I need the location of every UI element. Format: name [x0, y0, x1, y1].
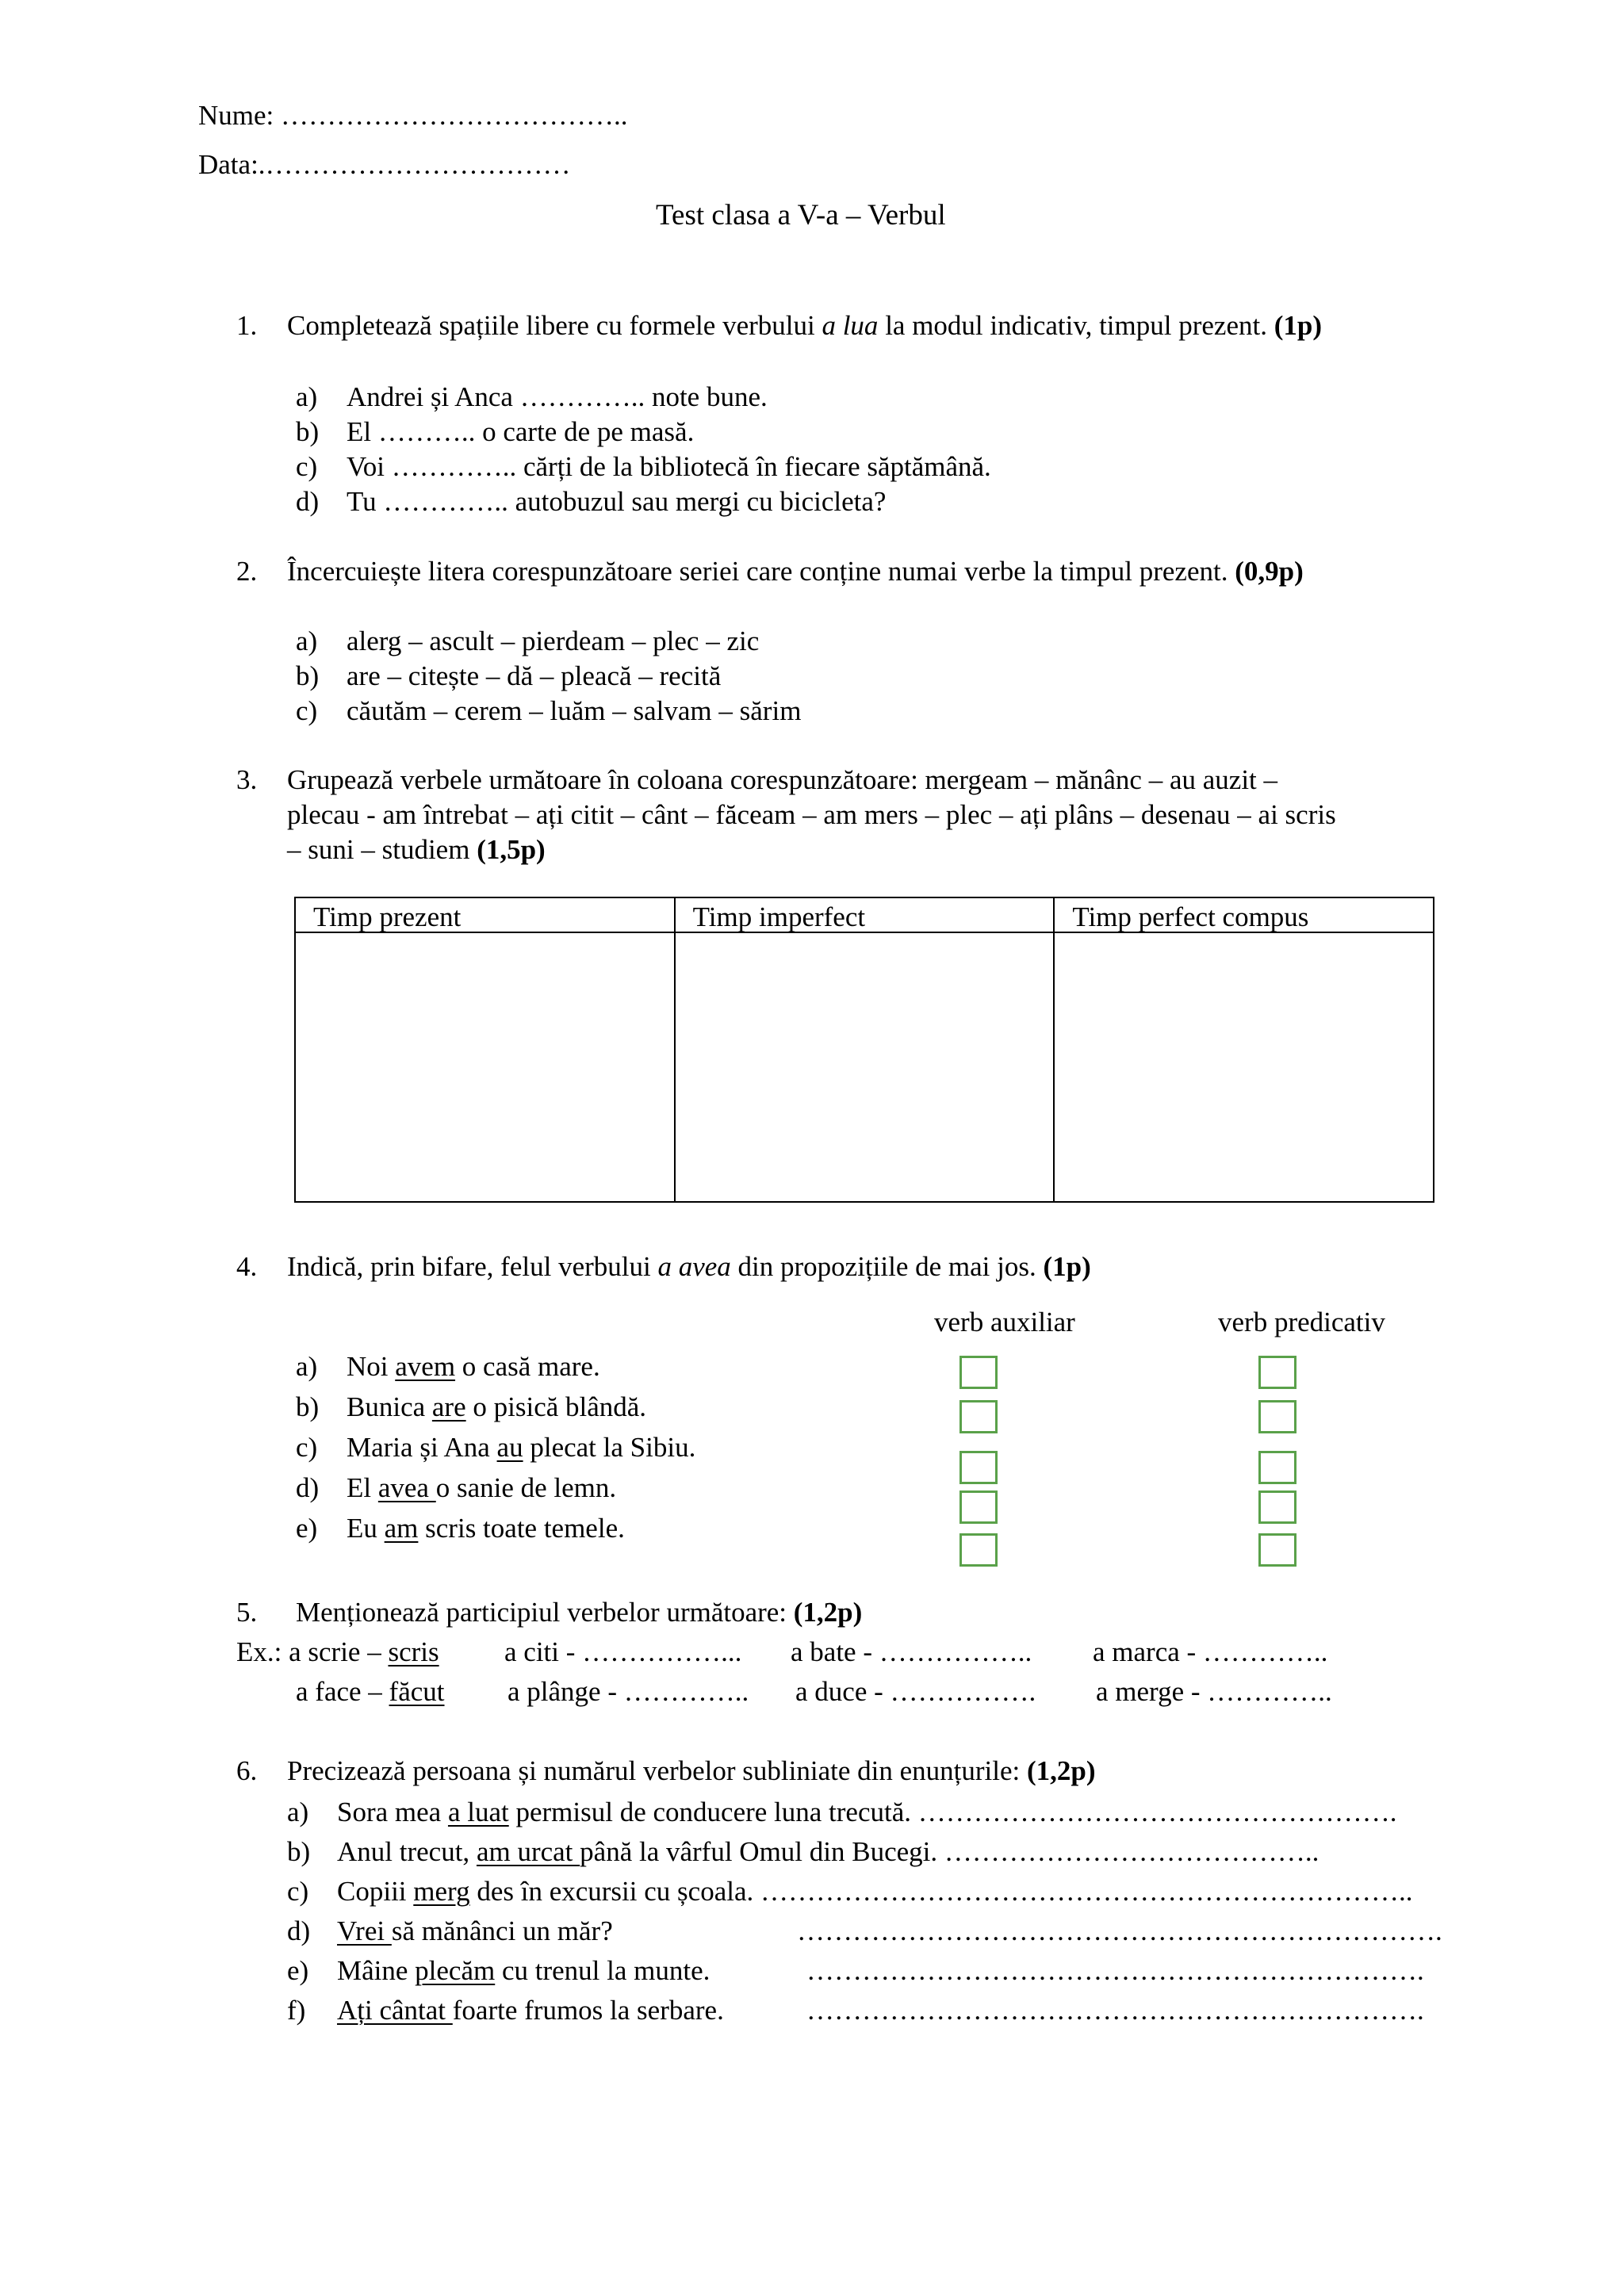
q1-item-d: Tu ………….. autobuzul sau mergi cu bicicleta? [347, 486, 887, 517]
q1-item-a-letter: a) [296, 381, 318, 412]
q6-item-c-letter: c) [287, 1876, 309, 1907]
q6-item-a-verb: a luat [447, 1797, 509, 1827]
q3-prompt-line3 [287, 836, 546, 863]
q1-prompt [287, 312, 1322, 339]
checkbox-auxiliar-d[interactable] [959, 1490, 998, 1524]
q2-option-a: alerg – ascult – pierdeam – plec – zic [347, 626, 760, 656]
q6-item-b-answer-blank[interactable]: ………………………………….. [944, 1836, 1320, 1867]
q4-item-c [347, 1433, 695, 1461]
checkbox-auxiliar-c[interactable] [959, 1451, 998, 1484]
q6-item-b-verb: am urcat [476, 1836, 580, 1867]
q1-verb: a lua [822, 310, 879, 341]
q6-item-d-answer-blank[interactable]: ……………………………………………………………. [797, 1915, 1442, 1946]
q6-item-b-post: până la vârful Omul din Bucegi. [580, 1836, 944, 1867]
q5-example-2 [296, 1678, 445, 1705]
col-timp-prezent: Timp prezent [295, 897, 675, 932]
q4-item-c-verb: au [496, 1432, 523, 1463]
q4-col-predicativ: verb predicativ [1218, 1307, 1385, 1337]
q4-item-a-pre: Noi [347, 1351, 396, 1382]
q6-number: 6. [236, 1755, 258, 1786]
q3-prompt-tail: – suni – studiem [287, 834, 477, 865]
q6-item-e-letter: e) [287, 1955, 309, 1986]
q6-item-b-letter: b) [287, 1836, 311, 1867]
q4-item-e-letter: e) [296, 1513, 318, 1544]
q6-item-b-pre: Anul trecut, [337, 1836, 477, 1867]
q4-item-a-letter: a) [296, 1351, 318, 1382]
q4-item-d-letter: d) [296, 1472, 320, 1503]
checkbox-auxiliar-a[interactable] [959, 1356, 998, 1389]
q4-item-d-post: o sanie de lemn. [435, 1472, 617, 1503]
q6-item-e-pre: Mâine [337, 1955, 416, 1986]
q1-item-b: El ……….. o carte de pe masă. [347, 416, 695, 447]
q4-prompt-start: Indică, prin bifare, felul verbului [287, 1251, 658, 1282]
q5-example-2-answer: făcut [389, 1676, 445, 1707]
q4-item-b [347, 1393, 646, 1421]
date-field: Data:.…………………………… [198, 149, 571, 180]
q5-blank-merge[interactable]: a merge - ………….. [1096, 1676, 1332, 1707]
q6-item-e-post: cu trenul la munte. [495, 1955, 710, 1986]
checkbox-predicativ-b[interactable] [1258, 1400, 1297, 1433]
q3-points: (1,5p) [477, 834, 546, 865]
q4-item-d-pre: El [347, 1472, 378, 1503]
q5-blank-duce[interactable]: a duce - ……………. [795, 1676, 1036, 1707]
q2-option-c: căutăm – cerem – luăm – salvam – sărim [347, 695, 802, 726]
checkbox-auxiliar-e[interactable] [959, 1533, 998, 1567]
q2-option-b: are – citește – dă – pleacă – recită [347, 660, 722, 691]
col-timp-imperfect: Timp imperfect [675, 897, 1055, 932]
q6-item-f-answer-blank[interactable]: …………………………………………………………. [806, 1995, 1424, 2026]
q5-example-1 [236, 1638, 439, 1666]
q1-number: 1. [236, 310, 258, 341]
q2-option-a-letter[interactable]: a) [296, 626, 318, 656]
q6-item-c-answer-blank[interactable]: …………………………………………………………….. [760, 1876, 1413, 1907]
q6-item-e-verb: plecăm [415, 1955, 496, 1986]
q4-item-b-letter: b) [296, 1391, 320, 1422]
q1-item-d-letter: d) [296, 486, 320, 517]
q4-points: (1p) [1043, 1251, 1091, 1282]
q4-prompt [287, 1253, 1091, 1280]
q5-number: 5. [236, 1597, 258, 1628]
q6-item-f-post: foarte frumos la serbare. [452, 1995, 724, 2026]
q3-number: 3. [236, 764, 258, 795]
q3-grouping-table [294, 897, 1434, 1203]
q2-prompt-text: Încercuiește litera corespunzătoare seriei care conține numai verbe la timpul prezent. [287, 556, 1235, 587]
q5-prompt-text: Menționează participiul verbelor următoare: [296, 1597, 794, 1628]
q6-item-d [337, 1917, 613, 1945]
checkbox-auxiliar-b[interactable] [959, 1400, 998, 1433]
q6-item-d-verb: Vrei [337, 1915, 392, 1946]
q1-item-b-letter: b) [296, 416, 320, 447]
col-timp-perfect-compus: Timp perfect compus [1054, 897, 1434, 932]
q1-item-c: Voi ………….. cărți de la bibliotecă în fiecare săptămână. [347, 451, 991, 482]
q5-blank-plange[interactable]: a plânge - ………….. [508, 1676, 749, 1707]
q4-item-c-letter: c) [296, 1432, 318, 1463]
q1-item-a: Andrei și Anca ………….. note bune. [347, 381, 768, 412]
q4-item-e-verb: am [384, 1513, 419, 1544]
q6-item-f-verb: Ați cântat [337, 1995, 453, 2026]
q5-example-1-label: Ex.: a scrie – [236, 1636, 389, 1667]
cell-timp-perfect-compus[interactable] [1054, 932, 1434, 1202]
q2-number: 2. [236, 556, 258, 587]
q5-blank-marca[interactable]: a marca - ………….. [1093, 1636, 1328, 1667]
q4-item-a-verb: avem [395, 1351, 456, 1382]
q1-item-c-letter: c) [296, 451, 318, 482]
q6-item-e [337, 1957, 710, 1984]
q4-item-e-pre: Eu [347, 1513, 385, 1544]
q5-example-2-label: a face – [296, 1676, 389, 1707]
q5-prompt [296, 1598, 862, 1626]
q4-number: 4. [236, 1251, 258, 1282]
page-title: Test clasa a V-a – Verbul [656, 199, 946, 232]
q2-option-c-letter[interactable]: c) [296, 695, 318, 726]
q2-points: (0,9p) [1235, 556, 1304, 587]
q6-item-d-letter: d) [287, 1915, 311, 1946]
q2-option-b-letter[interactable]: b) [296, 660, 320, 691]
q2-prompt [287, 557, 1304, 585]
q6-item-a-answer-blank[interactable]: ……………………………………………. [917, 1797, 1397, 1827]
q6-item-a-pre: Sora mea [337, 1797, 448, 1827]
q5-blank-bate[interactable]: a bate - …………….. [791, 1636, 1032, 1667]
q1-prompt-start: Completează spațiile libere cu formele verbului [287, 310, 822, 341]
q4-col-auxiliar: verb auxiliar [934, 1307, 1075, 1337]
q4-item-d-verb: avea [377, 1472, 436, 1503]
q5-points: (1,2p) [793, 1597, 863, 1628]
checkbox-predicativ-d[interactable] [1258, 1490, 1297, 1524]
q4-item-b-post: o pisică blândă. [465, 1391, 647, 1422]
q4-item-e-post: scris toate temele. [418, 1513, 625, 1544]
q4-item-c-post: plecat la Sibiu. [523, 1432, 696, 1463]
q4-item-b-verb: are [431, 1391, 466, 1422]
q4-prompt-end: din propozițiile de mai jos. [730, 1251, 1044, 1282]
q6-item-c-post: des în excursii cu școala. [469, 1876, 760, 1907]
q3-prompt-line2: plecau - am întrebat – ați citit – cânt – făceam – am mers – plec – ați plâns – desenau – ai scris [287, 799, 1336, 830]
q6-item-c [337, 1877, 1412, 1905]
checkbox-predicativ-c[interactable] [1258, 1451, 1297, 1484]
q6-prompt [287, 1757, 1096, 1785]
q1-prompt-end: la modul indicativ, timpul prezent. [878, 310, 1274, 341]
q5-blank-citi[interactable]: a citi - ……………... [504, 1636, 742, 1667]
q6-item-c-verb: merg [413, 1876, 470, 1907]
q4-item-a-post: o casă mare. [455, 1351, 600, 1382]
q5-example-1-answer: scris [388, 1636, 439, 1667]
cell-timp-imperfect[interactable] [675, 932, 1055, 1202]
q4-item-b-pre: Bunica [347, 1391, 432, 1422]
q6-item-b [337, 1838, 1319, 1866]
checkbox-predicativ-a[interactable] [1258, 1356, 1297, 1389]
q1-points: (1p) [1274, 310, 1322, 341]
checkbox-predicativ-e[interactable] [1258, 1533, 1297, 1567]
name-field: Nume: ……………………………….. [198, 100, 628, 131]
q6-points: (1,2p) [1027, 1755, 1096, 1786]
q3-prompt-line1: Grupează verbele următoare în coloana corespunzătoare: mergeam – mănânc – au auzit – [287, 764, 1278, 795]
q4-item-a [347, 1353, 600, 1380]
q6-item-a [337, 1798, 1397, 1826]
cell-timp-prezent[interactable] [295, 932, 675, 1202]
q6-item-d-post: să mănânci un măr? [391, 1915, 613, 1946]
q4-item-e [347, 1514, 625, 1542]
q6-item-f-letter: f) [287, 1995, 306, 2026]
q6-item-a-letter: a) [287, 1797, 309, 1827]
q6-item-c-pre: Copiii [337, 1876, 414, 1907]
q6-item-a-post: permisul de conducere luna trecută. [508, 1797, 918, 1827]
q4-item-d [347, 1474, 616, 1502]
q6-item-e-answer-blank[interactable]: …………………………………………………………. [806, 1955, 1424, 1986]
q4-verb: a avea [657, 1251, 731, 1282]
q4-item-c-pre: Maria și Ana [347, 1432, 497, 1463]
q6-prompt-text: Precizează persoana și numărul verbelor subliniate din enunțurile: [287, 1755, 1027, 1786]
q6-item-f [337, 1996, 724, 2024]
